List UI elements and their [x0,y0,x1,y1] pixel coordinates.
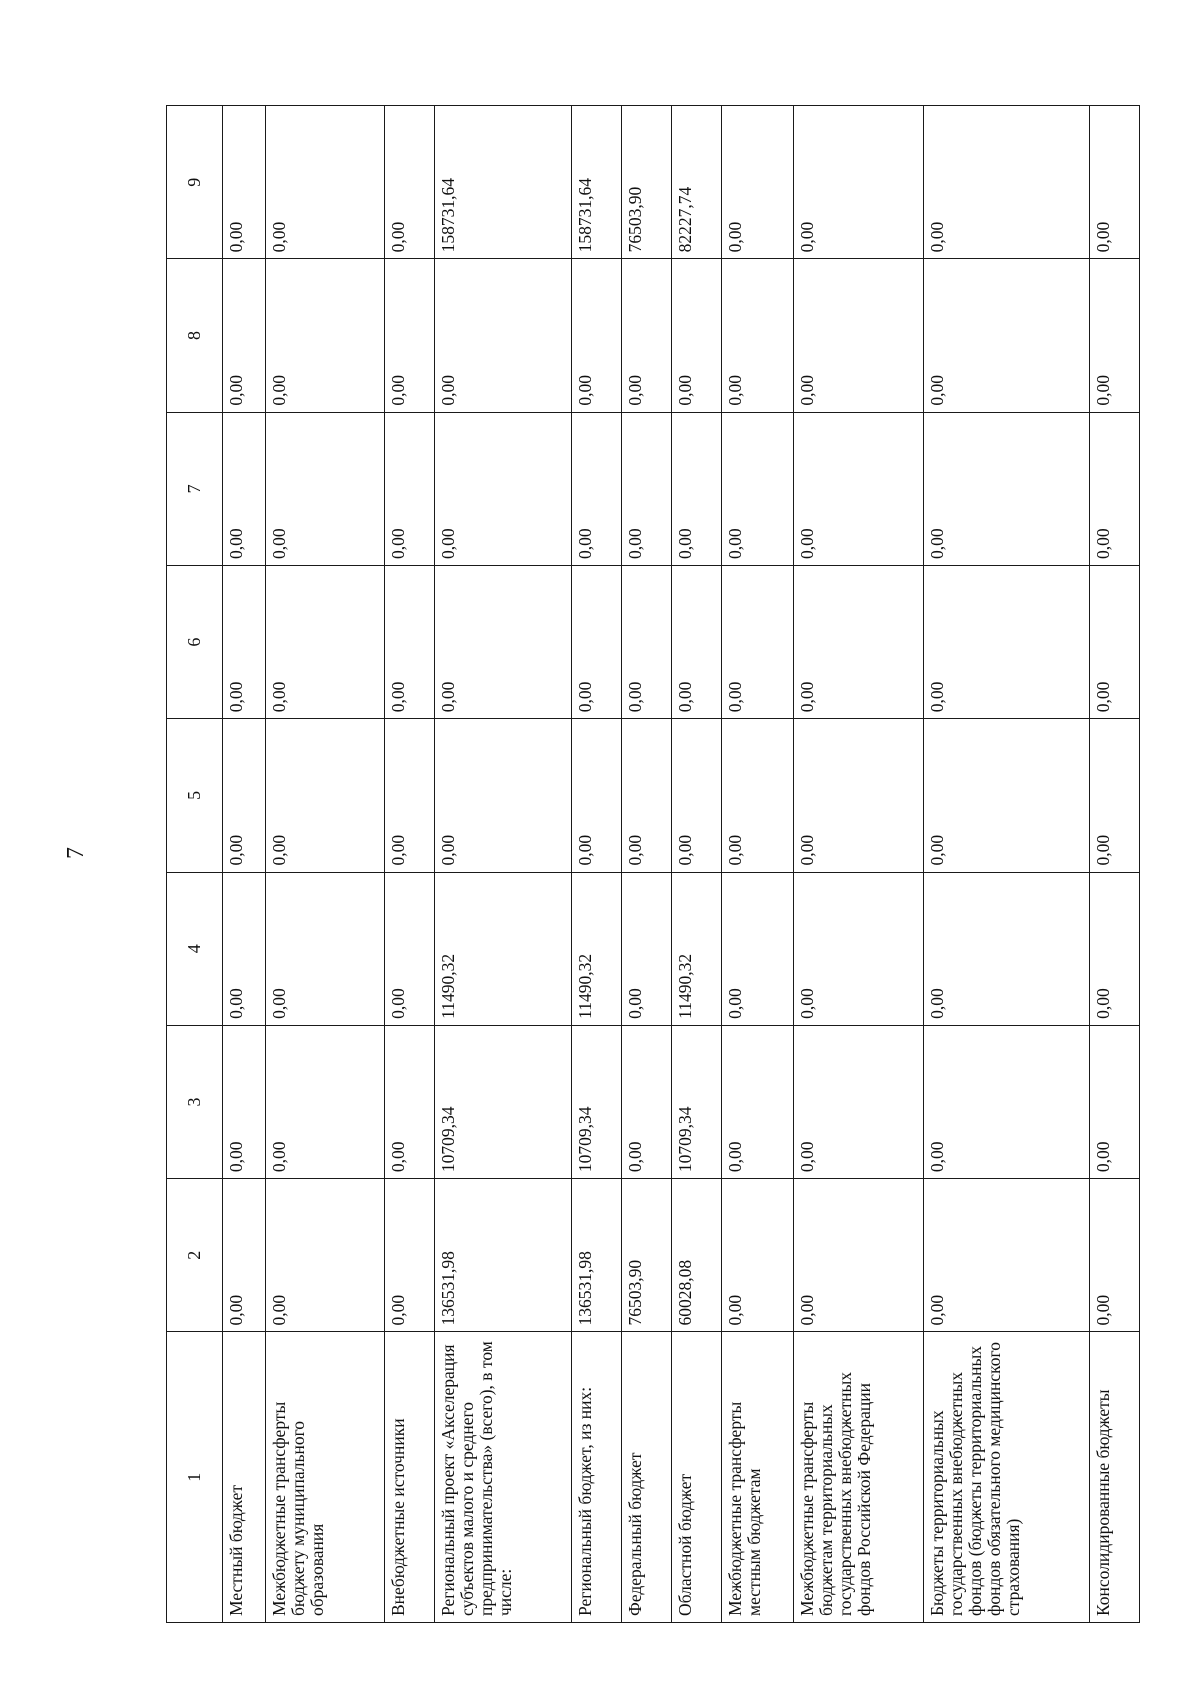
column-header-6: 6 [167,565,223,718]
table-row [266,106,385,1623]
cell-value: 0,00 [721,106,794,259]
page-number: 7 [63,847,89,859]
cell-value: 11490,32 [571,872,621,1025]
cell-value: 0,00 [571,719,621,872]
row-label: Региональный бюджет, из них: [571,1332,621,1623]
row-label: Федеральный бюджет [621,1332,671,1623]
cell-value: 0,00 [924,1025,1090,1178]
cell-value: 0,00 [721,259,794,412]
cell-value: 0,00 [385,1025,435,1178]
cell-value: 0,00 [1089,1025,1139,1178]
cell-value: 0,00 [435,719,571,872]
cell-value: 0,00 [721,719,794,872]
cell-value: 158731,64 [571,106,621,259]
column-header-8: 8 [167,259,223,412]
cell-value: 0,00 [266,106,385,259]
cell-value: 0,00 [266,1025,385,1178]
cell-value: 0,00 [924,259,1090,412]
cell-value: 0,00 [571,259,621,412]
cell-value: 0,00 [266,1179,385,1332]
cell-value: 0,00 [621,1025,671,1178]
cell-value: 0,00 [794,1179,924,1332]
cell-value: 0,00 [223,259,266,412]
table-row [1089,106,1139,1623]
cell-value: 0,00 [794,412,924,565]
cell-value: 0,00 [1089,412,1139,565]
cell-value: 0,00 [721,565,794,718]
cell-value: 0,00 [266,259,385,412]
row-label: Областной бюджет [671,1332,721,1623]
cell-value: 0,00 [621,259,671,412]
cell-value: 158731,64 [435,106,571,259]
column-header-2: 2 [167,1179,223,1332]
cell-value: 0,00 [266,719,385,872]
cell-value: 0,00 [621,565,671,718]
cell-value: 0,00 [794,259,924,412]
cell-value: 0,00 [385,106,435,259]
table-row [721,106,794,1623]
cell-value: 0,00 [924,1179,1090,1332]
table-row [794,106,924,1623]
cell-value: 0,00 [223,872,266,1025]
cell-value: 0,00 [435,565,571,718]
cell-value: 0,00 [794,1025,924,1178]
cell-value: 60028,08 [671,1179,721,1332]
table-header-row [167,106,223,1623]
cell-value: 0,00 [794,872,924,1025]
table-row [223,106,266,1623]
column-header-7: 7 [167,412,223,565]
cell-value: 10709,34 [571,1025,621,1178]
cell-value: 0,00 [223,1025,266,1178]
table-row [924,106,1090,1623]
cell-value: 0,00 [721,1179,794,1332]
cell-value: 0,00 [721,872,794,1025]
cell-value: 82227,74 [671,106,721,259]
cell-value: 0,00 [671,412,721,565]
cell-value: 0,00 [924,719,1090,872]
cell-value: 0,00 [385,565,435,718]
budget-table [166,105,1140,1623]
cell-value: 0,00 [1089,719,1139,872]
cell-value: 0,00 [671,259,721,412]
table-row [571,106,621,1623]
cell-value: 0,00 [385,872,435,1025]
table-row [621,106,671,1623]
cell-value: 0,00 [223,565,266,718]
column-header-5: 5 [167,719,223,872]
cell-value: 0,00 [924,872,1090,1025]
cell-value: 76503,90 [621,1179,671,1332]
cell-value: 10709,34 [671,1025,721,1178]
row-label: Межбюджетные трансферты бюджету муниципального образования [266,1332,385,1623]
budget-table-rotated-frame [166,105,1140,1623]
column-header-4: 4 [167,872,223,1025]
cell-value: 0,00 [671,565,721,718]
cell-value: 0,00 [1089,1179,1139,1332]
row-label: Консолидированные бюджеты [1089,1332,1139,1623]
row-label: Региональный проект «Акселерация субъектов малого и среднего предпринимательства» (всего), в том числе: [435,1332,571,1623]
cell-value: 0,00 [671,719,721,872]
cell-value: 0,00 [266,412,385,565]
cell-value: 0,00 [571,565,621,718]
row-label: Бюджеты территориальных государственных внебюджетных фондов (бюджеты территориальных фондов обязательного медицинского страхования) [924,1332,1090,1623]
cell-value: 0,00 [1089,872,1139,1025]
cell-value: 0,00 [435,259,571,412]
cell-value: 0,00 [385,412,435,565]
row-label: Внебюджетные источники [385,1332,435,1623]
cell-value: 0,00 [1089,106,1139,259]
cell-value: 0,00 [721,1025,794,1178]
cell-value: 0,00 [924,565,1090,718]
column-header-9: 9 [167,106,223,259]
cell-value: 0,00 [223,106,266,259]
cell-value: 0,00 [721,412,794,565]
table-row [435,106,571,1623]
column-header-3: 3 [167,1025,223,1178]
table-body [223,106,1140,1623]
cell-value: 0,00 [621,872,671,1025]
cell-value: 0,00 [794,565,924,718]
cell-value: 0,00 [1089,259,1139,412]
cell-value: 10709,34 [435,1025,571,1178]
cell-value: 76503,90 [621,106,671,259]
cell-value: 0,00 [621,719,671,872]
cell-value: 0,00 [435,412,571,565]
cell-value: 136531,98 [435,1179,571,1332]
cell-value: 0,00 [924,106,1090,259]
row-label: Межбюджетные трансферты местным бюджетам [721,1332,794,1623]
table-row [671,106,721,1623]
cell-value: 11490,32 [671,872,721,1025]
cell-value: 0,00 [1089,565,1139,718]
cell-value: 11490,32 [435,872,571,1025]
cell-value: 0,00 [266,565,385,718]
cell-value: 0,00 [794,106,924,259]
cell-value: 0,00 [223,412,266,565]
cell-value: 0,00 [924,412,1090,565]
cell-value: 0,00 [794,719,924,872]
row-label: Местный бюджет [223,1332,266,1623]
cell-value: 0,00 [385,719,435,872]
row-label: Межбюджетные трансферты бюджетам территориальных государственных внебюджетных фондов Российской Федерации [794,1332,924,1623]
budget-table-container [166,105,1140,1623]
cell-value: 0,00 [385,1179,435,1332]
cell-value: 0,00 [621,412,671,565]
cell-value: 0,00 [571,412,621,565]
table-row [385,106,435,1623]
cell-value: 0,00 [223,719,266,872]
cell-value: 0,00 [385,259,435,412]
cell-value: 0,00 [266,872,385,1025]
cell-value: 0,00 [223,1179,266,1332]
column-header-1: 1 [167,1332,223,1623]
cell-value: 136531,98 [571,1179,621,1332]
